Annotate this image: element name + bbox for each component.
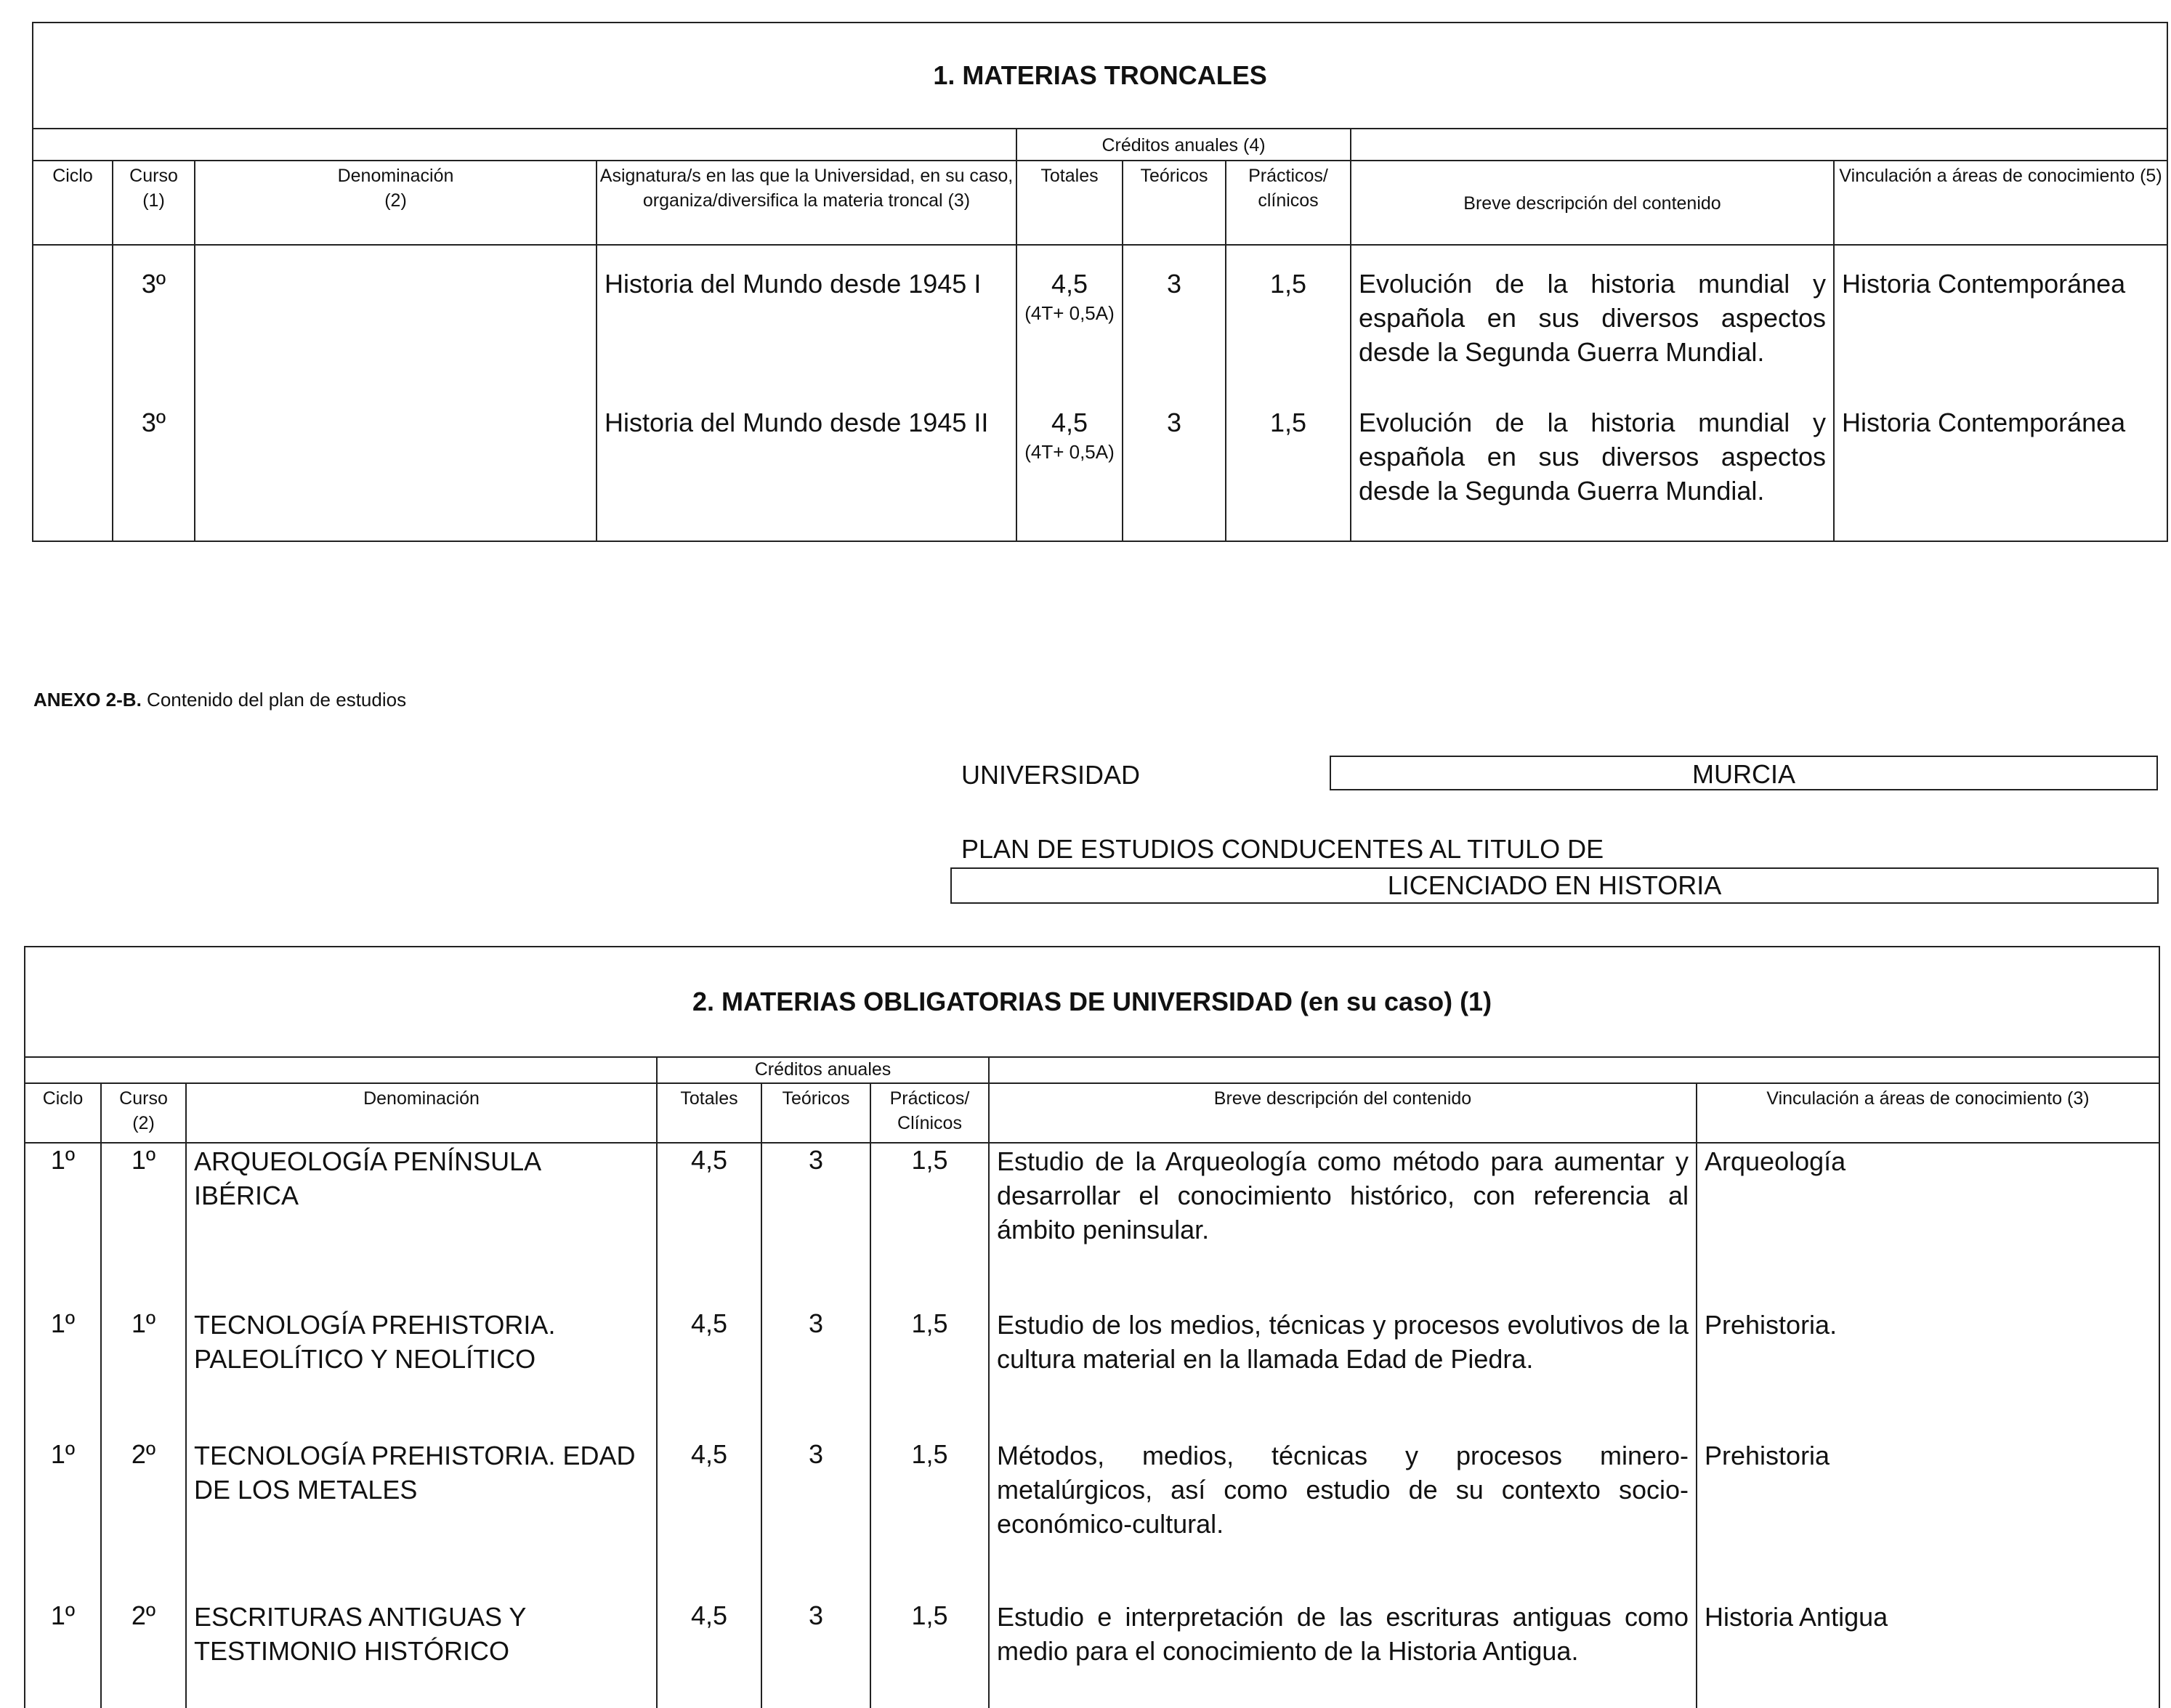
asignatura-cell: Historia del Mundo desde 1945 II bbox=[597, 406, 1016, 541]
curso-cell: 2º bbox=[101, 1438, 186, 1599]
descripcion-cell: Estudio de la Arqueología como método para aumentar y desarrollar el conocimiento histórico, con referencia al ámbito peninsular. bbox=[989, 1143, 1697, 1307]
table1-header-totales: Totales bbox=[1016, 161, 1123, 245]
curso-cell: 3º bbox=[113, 245, 195, 406]
ciclo-cell bbox=[33, 245, 113, 406]
practicos-cell: 1,5 bbox=[870, 1307, 989, 1438]
table1-header-teoricos: Teóricos bbox=[1123, 161, 1226, 245]
curso-cell: 1º bbox=[101, 1143, 186, 1307]
universidad-value: MURCIA bbox=[1330, 756, 2158, 790]
table2-header-denominacion: Denominación bbox=[186, 1083, 657, 1143]
table-row bbox=[25, 1307, 2159, 1438]
practicos-cell: 1,5 bbox=[870, 1599, 989, 1708]
table1-header-practicos: Prácticos/ clínicos bbox=[1226, 161, 1351, 245]
totales-cell: 4,5 bbox=[657, 1438, 761, 1599]
plan-label: PLAN DE ESTUDIOS CONDUCENTES AL TITULO DE bbox=[961, 834, 1604, 864]
teoricos-cell: 3 bbox=[761, 1599, 870, 1708]
teoricos-cell: 3 bbox=[1123, 406, 1226, 541]
teoricos-cell: 3 bbox=[761, 1307, 870, 1438]
totales-note: (4T+ 0,5A) bbox=[1024, 440, 1115, 463]
table1-header-denominacion: Denominación (2) bbox=[195, 161, 597, 245]
ciclo-cell: 1º bbox=[25, 1438, 101, 1599]
ciclo-cell: 1º bbox=[25, 1599, 101, 1708]
table-row bbox=[25, 1143, 2159, 1307]
table1-title: 1. MATERIAS TRONCALES bbox=[33, 23, 2167, 129]
table2-creditos-header: Créditos anuales bbox=[657, 1057, 989, 1083]
denominacion-cell: ARQUEOLOGÍA PENÍNSULA IBÉRICA bbox=[186, 1143, 657, 1307]
totales-cell: 4,5 bbox=[657, 1143, 761, 1307]
totales-cell: 4,5 bbox=[657, 1307, 761, 1438]
curso-cell: 3º bbox=[113, 406, 195, 541]
descripcion-cell: Estudio de los medios, técnicas y procesos evolutivos de la cultura material en la llamada Edad de Piedra. bbox=[989, 1307, 1697, 1438]
descripcion-cell: Evolución de la historia mundial y española en sus diversos aspectos desde la Segunda Guerra Mundial. bbox=[1351, 245, 1834, 406]
totales-cell bbox=[1016, 406, 1123, 541]
table-row bbox=[25, 1599, 2159, 1708]
vinculacion-cell: Arqueología bbox=[1697, 1143, 2159, 1307]
vinculacion-cell: Prehistoria. bbox=[1697, 1307, 2159, 1438]
table1-header-asignatura: Asignatura/s en las que la Universidad, en su caso, organiza/diversifica la materia troncal (3) bbox=[597, 161, 1016, 245]
table2-header-totales: Totales bbox=[657, 1083, 761, 1143]
vinculacion-cell: Historia Contemporánea bbox=[1834, 406, 2167, 541]
materias-obligatorias-table bbox=[24, 946, 2160, 1708]
curso-cell: 2º bbox=[101, 1599, 186, 1708]
table-row bbox=[25, 1438, 2159, 1599]
table2-header-vinculacion: Vinculación a áreas de conocimiento (3) bbox=[1697, 1083, 2159, 1143]
teoricos-cell: 3 bbox=[761, 1143, 870, 1307]
table1-header-ciclo: Ciclo bbox=[33, 161, 113, 245]
totales-cell bbox=[1016, 245, 1123, 406]
totales-note: (4T+ 0,5A) bbox=[1024, 301, 1115, 324]
materias-troncales-table bbox=[32, 22, 2168, 542]
denominacion-cell: TECNOLOGÍA PREHISTORIA. EDAD DE LOS METALES bbox=[186, 1438, 657, 1599]
table1-header-curso: Curso (1) bbox=[113, 161, 195, 245]
curso-cell: 1º bbox=[101, 1307, 186, 1438]
denominacion-cell bbox=[195, 406, 597, 541]
practicos-cell: 1,5 bbox=[870, 1438, 989, 1599]
ciclo-cell: 1º bbox=[25, 1307, 101, 1438]
table1-header-vinculacion: Vinculación a áreas de conocimiento (5) bbox=[1834, 161, 2167, 245]
teoricos-cell: 3 bbox=[761, 1438, 870, 1599]
teoricos-cell: 3 bbox=[1123, 245, 1226, 406]
ciclo-cell: 1º bbox=[25, 1143, 101, 1307]
practicos-cell: 1,5 bbox=[1226, 245, 1351, 406]
anexo-text: Contenido del plan de estudios bbox=[141, 689, 407, 711]
table2-header-descripcion: Breve descripción del contenido bbox=[989, 1083, 1697, 1143]
table-row bbox=[33, 245, 2167, 406]
table2-title: 2. MATERIAS OBLIGATORIAS DE UNIVERSIDAD (en su caso) (1) bbox=[25, 947, 2159, 1057]
table1-creditos-header: Créditos anuales (4) bbox=[1016, 129, 1351, 161]
totales-value: 4,5 bbox=[1051, 408, 1088, 437]
vinculacion-cell: Historia Contemporánea bbox=[1834, 245, 2167, 406]
descripcion-cell: Estudio e interpretación de las escrituras antiguas como medio para el conocimiento de la Historia Antigua. bbox=[989, 1599, 1697, 1708]
totales-value: 4,5 bbox=[1051, 269, 1088, 299]
universidad-label: UNIVERSIDAD bbox=[961, 760, 1141, 790]
descripcion-cell: Métodos, medios, técnicas y procesos minero-metalúrgicos, así como estudio de su contexto socio-económico-cultural. bbox=[989, 1438, 1697, 1599]
anexo-heading bbox=[33, 689, 406, 711]
ciclo-cell bbox=[33, 406, 113, 541]
denominacion-cell: TECNOLOGÍA PREHISTORIA. PALEOLÍTICO Y NEOLÍTICO bbox=[186, 1307, 657, 1438]
table1-header-descripcion: Breve descripción del contenido bbox=[1351, 161, 1834, 245]
vinculacion-cell: Historia Antigua bbox=[1697, 1599, 2159, 1708]
table2-header-ciclo: Ciclo bbox=[25, 1083, 101, 1143]
plan-value: LICENCIADO EN HISTORIA bbox=[950, 867, 2159, 904]
table2-header-teoricos: Teóricos bbox=[761, 1083, 870, 1143]
anexo-label: ANEXO 2-B. bbox=[33, 689, 142, 711]
table2-header-curso: Curso (2) bbox=[101, 1083, 186, 1143]
descripcion-cell: Evolución de la historia mundial y española en sus diversos aspectos desde la Segunda Guerra Mundial. bbox=[1351, 406, 1834, 541]
practicos-cell: 1,5 bbox=[870, 1143, 989, 1307]
denominacion-cell bbox=[195, 245, 597, 406]
denominacion-cell: ESCRITURAS ANTIGUAS Y TESTIMONIO HISTÓRICO bbox=[186, 1599, 657, 1708]
totales-cell: 4,5 bbox=[657, 1599, 761, 1708]
table-row bbox=[33, 406, 2167, 541]
table2-header-practicos: Prácticos/ Clínicos bbox=[870, 1083, 989, 1143]
asignatura-cell: Historia del Mundo desde 1945 I bbox=[597, 245, 1016, 406]
practicos-cell: 1,5 bbox=[1226, 406, 1351, 541]
vinculacion-cell: Prehistoria bbox=[1697, 1438, 2159, 1599]
